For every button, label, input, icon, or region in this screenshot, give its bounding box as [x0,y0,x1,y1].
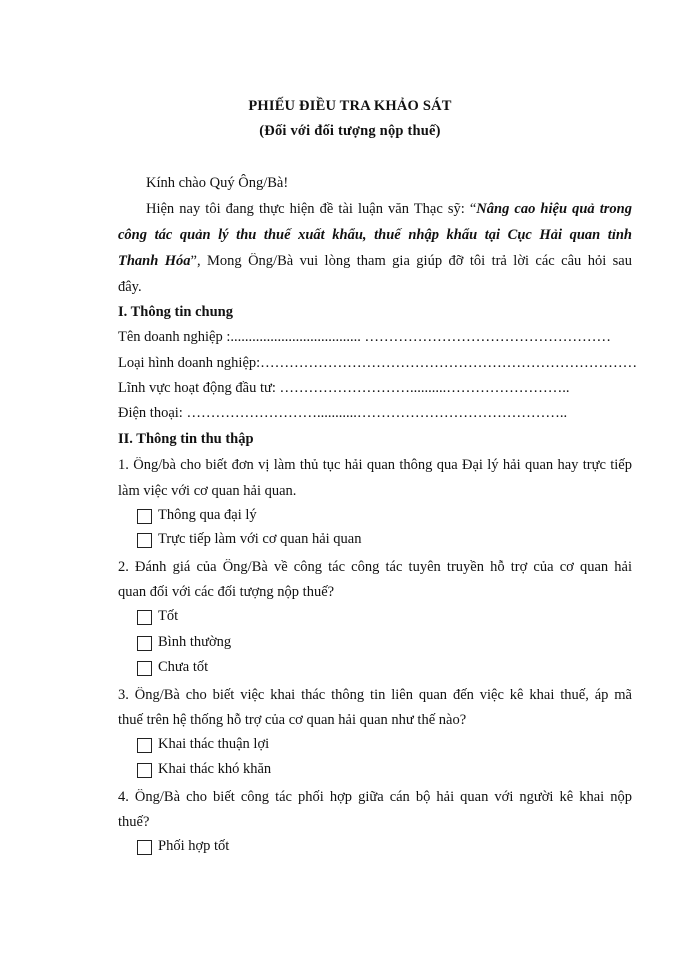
q3-option-1-label: Khai thác thuận lợi [158,736,270,752]
field-phone [118,405,567,422]
question-3-line-2: thuế trên hệ thống hỗ trợ của cơ quan hải quan như thế nào? [118,712,467,728]
field-investment-sector [118,380,570,397]
field-label: Lĩnh vực hoạt động đầu tư: [118,380,276,396]
field-label: Tên doanh nghiệp : [118,329,231,345]
field-fill-line[interactable]: ………………………...........…………………………………….. [182,405,568,421]
checkbox-q4-option-1[interactable] [137,840,152,855]
section-general-heading: I. Thông tin chung [118,304,233,320]
page-title: PHIẾU ĐIỀU TRA KHẢO SÁT [248,98,452,114]
question-4-line-2: thuế? [118,814,150,830]
page-subtitle: (Đối với đối tượng nộp thuế) [259,123,441,139]
checkbox-q2-option-1[interactable] [137,610,152,625]
q1-option-2-label: Trực tiếp làm với cơ quan hải quan [158,531,362,547]
checkbox-q2-option-2[interactable] [137,636,152,651]
intro-line-4: đây. [118,279,142,295]
question-1-line-1: 1. Ông/bà cho biết đơn vị làm thủ tục hải quan thông qua Đại lý hải quan hay trực tiếp [118,457,632,473]
intro-line-1 [146,201,632,218]
field-label: Loại hình doanh nghiệp: [118,355,261,371]
intro-line-1-prefix: Hiện nay tôi đang thực hiện đề tài luận văn Thạc sỹ: “ [146,201,477,217]
thesis-title-part-3: Thanh Hóa [118,253,191,269]
checkbox-q2-option-3[interactable] [137,661,152,676]
thesis-title-part-1: Nâng cao hiệu quả trong [476,201,632,217]
checkbox-q1-option-2[interactable] [137,533,152,548]
checkbox-q3-option-1[interactable] [137,738,152,753]
q2-option-2-label: Bình thường [158,634,232,650]
checkbox-q1-option-1[interactable] [137,509,152,524]
intro-line-2 [118,227,632,244]
field-fill-line[interactable]: .................................... …………………………………………… [230,329,611,345]
field-fill-line[interactable]: …………………………………………………………………… [260,355,638,371]
question-2-line-1: 2. Đánh giá của Ông/Bà về công tác công tác tuyên truyền hỗ trợ của cơ quan hải [118,559,632,575]
question-2-line-2: quan đối với các đối tượng nộp thuế? [118,584,335,600]
question-3-line-1: 3. Ông/Bà cho biết việc khai thác thông tin liên quan đến việc kê khai thuế, áp mã [118,687,632,703]
field-business-type [118,355,637,372]
thesis-title-part-2: công tác quản lý thu thuế xuất khẩu, thuế nhập khẩu tại Cục Hải quan tỉnh [118,227,632,243]
question-4-line-1: 4. Ông/Bà cho biết công tác phối hợp giữa cán bộ hải quan với người kê khai nộp [118,789,632,805]
section-collection-heading: II. Thông tin thu thập [118,431,254,447]
field-company-name [118,329,611,346]
field-fill-line[interactable]: ………………………..........…………………….. [275,380,570,396]
intro-line-3-rest: ”, Mong Ông/Bà vui lòng tham gia giúp đỡ tôi trả lời các câu hỏi sau [190,253,632,269]
q3-option-2-label: Khai thác khó khăn [158,761,272,777]
field-label: Điện thoại: [118,405,183,421]
q4-option-1-label: Phối hợp tốt [158,838,230,854]
q1-option-1-label: Thông qua đại lý [158,507,257,523]
intro-line-3 [118,253,632,270]
q2-option-1-label: Tốt [158,608,179,624]
question-1-line-2: làm việc với cơ quan hải quan. [118,483,297,499]
greeting: Kính chào Quý Ông/Bà! [146,175,289,191]
checkbox-q3-option-2[interactable] [137,763,152,778]
q2-option-3-label: Chưa tốt [158,659,209,675]
